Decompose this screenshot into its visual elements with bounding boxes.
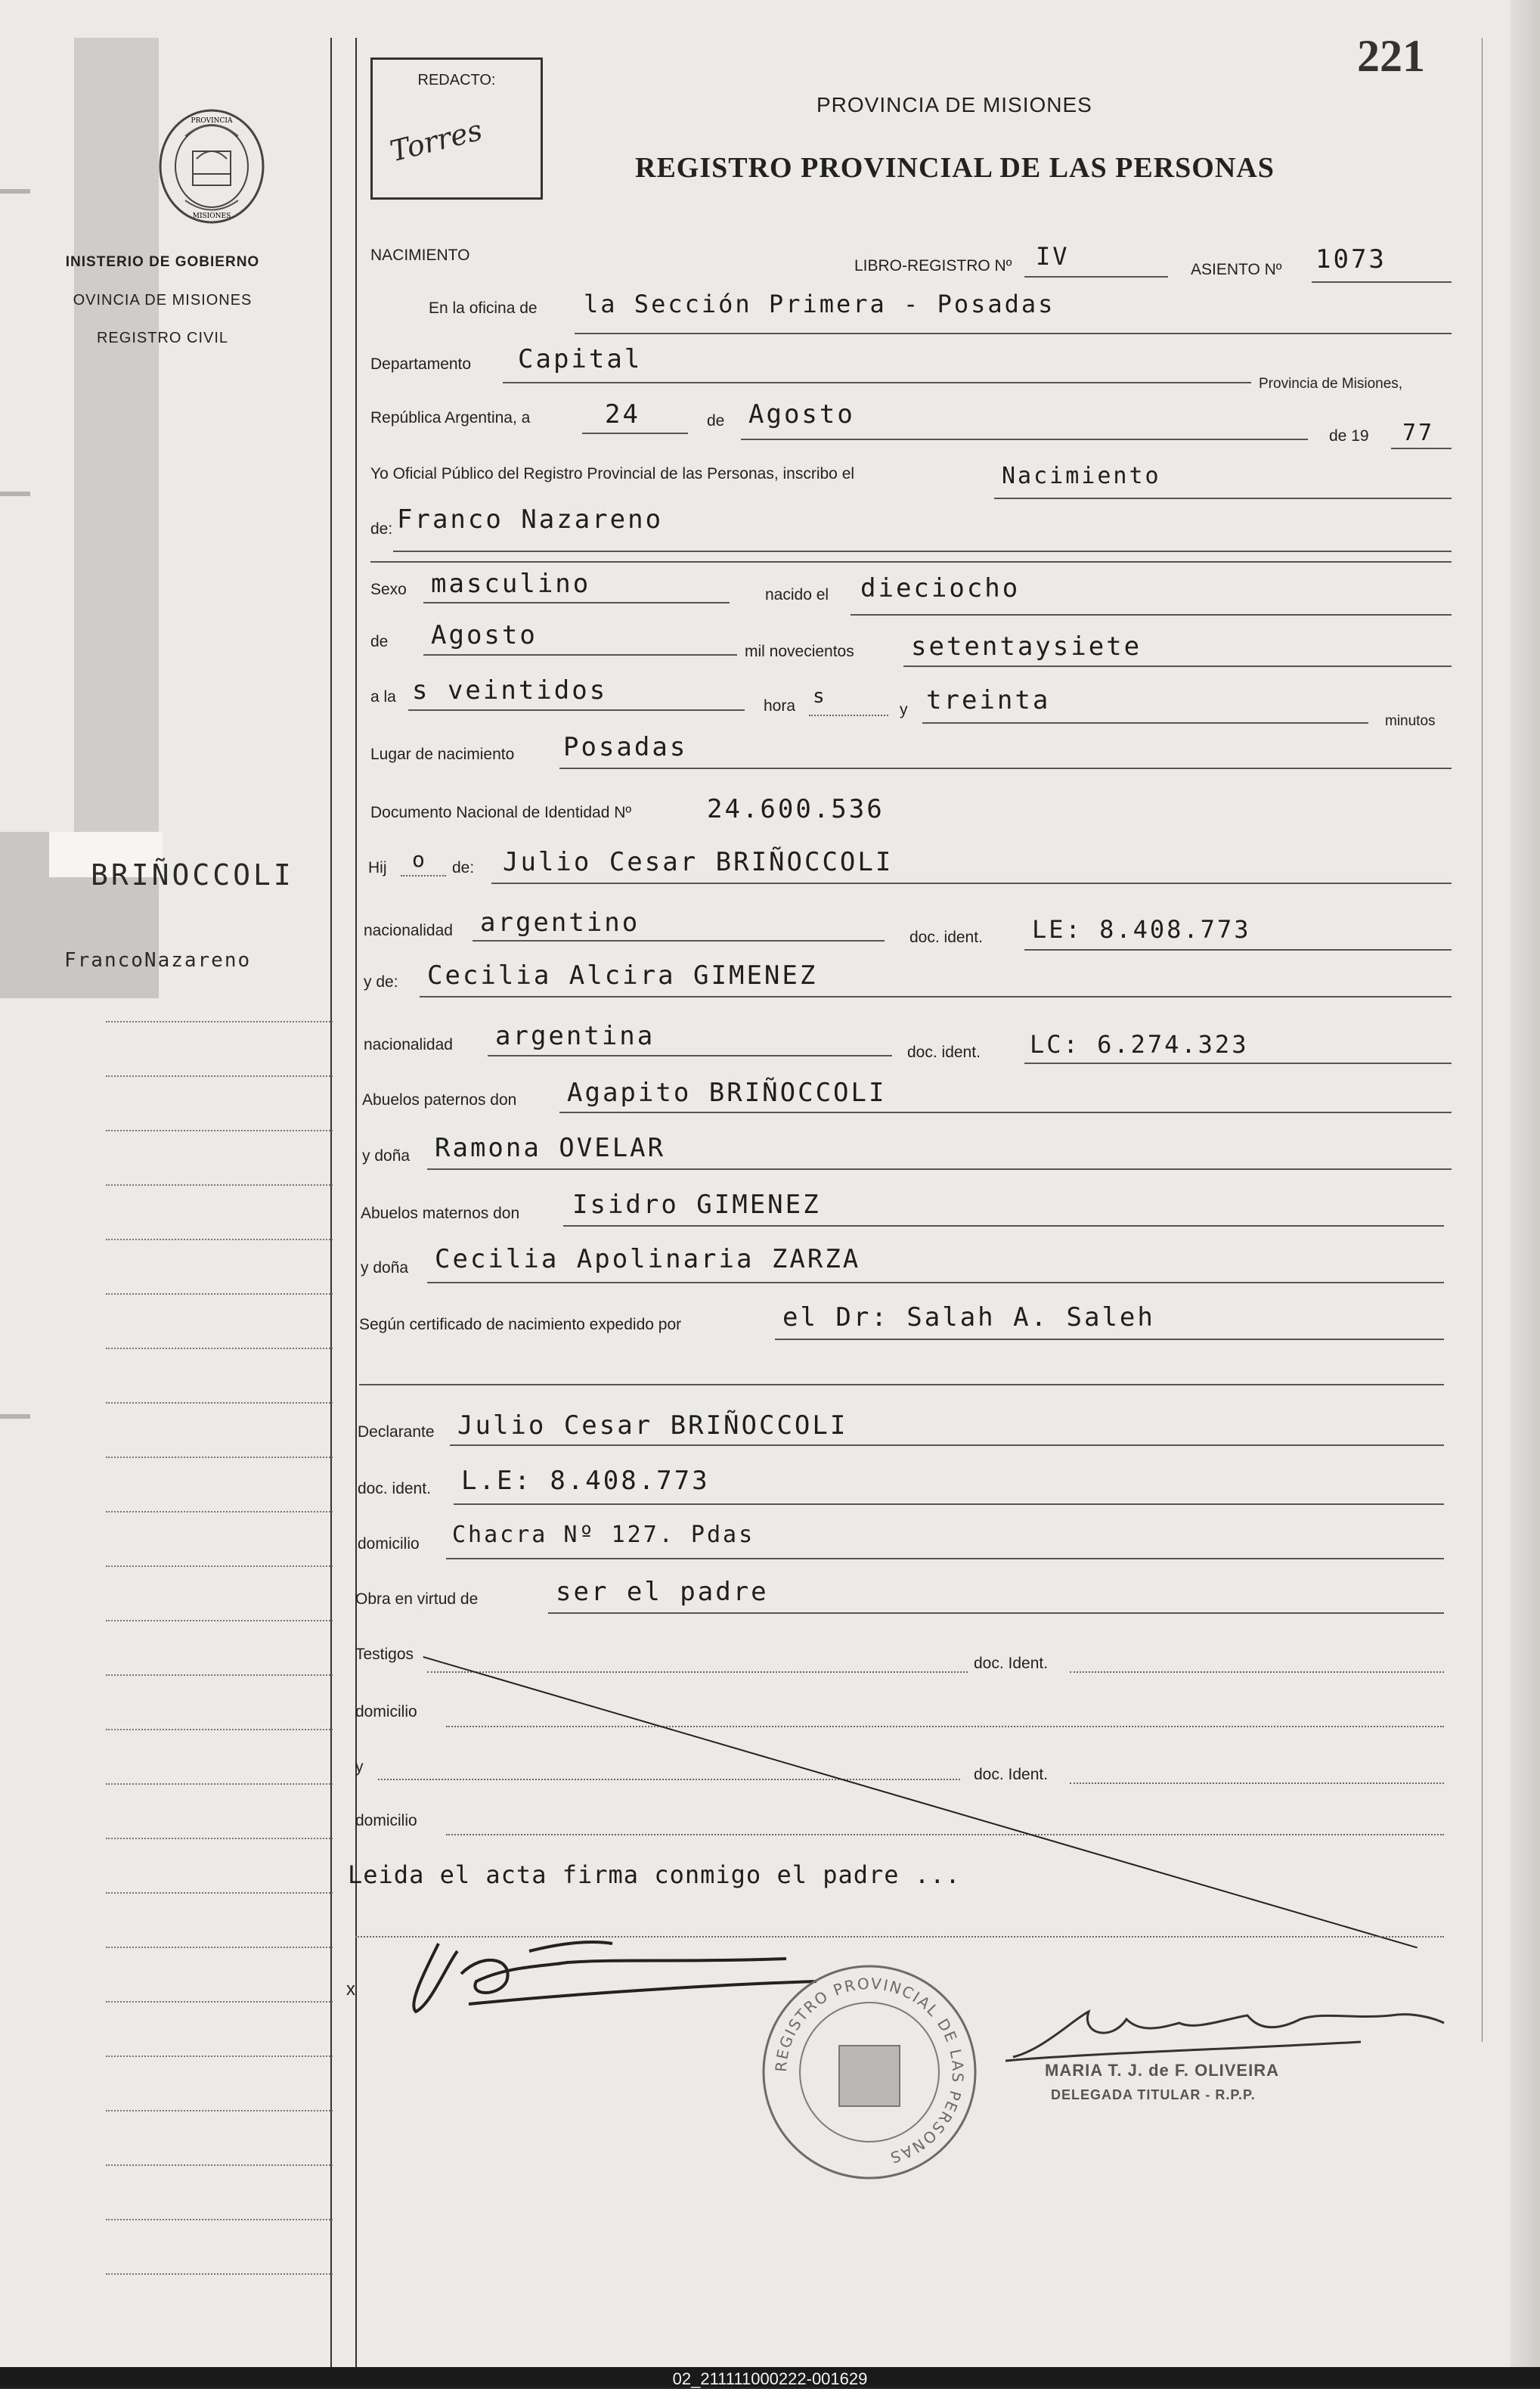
decl-doc-rule — [454, 1503, 1444, 1505]
padre-value: Julio Cesar BRIÑOCCOLI — [503, 847, 894, 877]
mes-value: Agosto — [748, 399, 855, 430]
sexo-label: Sexo — [370, 581, 407, 598]
sexo-rule — [423, 602, 730, 603]
padre-nac-value: argentino — [480, 908, 640, 938]
dia-value: 24 — [605, 399, 640, 430]
closing-statement: Leida el acta firma conmigo el padre ... — [348, 1860, 961, 1889]
padre-nac-label: nacionalidad — [364, 922, 453, 939]
nombre-de-label: de: — [370, 520, 393, 538]
declarante-value: Julio Cesar BRIÑOCCOLI — [457, 1410, 848, 1441]
delegate-role: DELEGADA TITULAR - R.P.P. — [1051, 2087, 1256, 2102]
ab-mat-don-value: Isidro GIMENEZ — [572, 1190, 821, 1220]
oficina-value: la Sección Primera - Posadas — [584, 290, 1055, 318]
hij-rule — [401, 875, 446, 876]
mes-rule — [741, 439, 1308, 440]
madre-doc-rule — [1024, 1063, 1452, 1064]
stub-ruled-line — [106, 1457, 333, 1458]
stub-ruled-line — [106, 1293, 333, 1295]
mil-label: mil novecientos — [745, 643, 854, 660]
margin-rule-outer — [330, 38, 332, 2367]
libro-label: LIBRO-REGISTRO Nº — [854, 257, 1012, 275]
stub-ruled-line — [106, 1838, 333, 1839]
folio-number: 221 — [1357, 31, 1425, 81]
madre-value: Cecilia Alcira GIMENEZ — [427, 960, 818, 991]
de-label: de — [707, 412, 725, 430]
cert-value: el Dr: Salah A. Saleh — [782, 1302, 1155, 1333]
ab-mat-dona-rule — [427, 1282, 1444, 1283]
stub-ruled-line — [106, 2055, 333, 2057]
cert-rule — [775, 1339, 1444, 1340]
sexo-value: masculino — [431, 569, 591, 599]
nombre-rule — [393, 551, 1452, 552]
republica-label: República Argentina, a — [370, 409, 531, 427]
left-margin-strip — [74, 38, 159, 877]
obra-label: Obra en virtud de — [355, 1590, 479, 1608]
stub-ruled-line — [106, 2164, 333, 2166]
madre-nac-rule — [488, 1055, 892, 1056]
hora-suffix-rule — [809, 715, 888, 716]
province-title: PROVINCIA DE MISIONES — [816, 93, 1092, 116]
civil-registry-heading: REGISTRO CIVIL — [96, 330, 229, 346]
ab-mat-dona-label: y doña — [361, 1259, 409, 1277]
stub-ruled-line — [106, 1565, 333, 1567]
hora-value: s veintidos — [412, 675, 608, 706]
testigo2-domicilio-rule — [446, 1834, 1444, 1835]
madre-doc-label: doc. ident. — [907, 1044, 981, 1061]
provincia-label: Provincia de Misiones, — [1259, 376, 1403, 392]
hora-rule — [408, 709, 745, 711]
departamento-value: Capital — [518, 344, 643, 374]
cert-label: Según certificado de nacimiento expedido por — [359, 1316, 682, 1333]
madre-label: y de: — [364, 973, 398, 991]
inscribo-rule — [994, 498, 1452, 499]
binding-mark — [0, 492, 30, 496]
departamento-rule — [503, 382, 1251, 383]
anio-value: 77 — [1402, 420, 1435, 446]
delegate-signature — [998, 1989, 1452, 2072]
padre-doc-value: LE: 8.408.773 — [1032, 915, 1251, 944]
testigo2-domicilio-label: domicilio — [355, 1812, 417, 1829]
testigo2-doc-rule — [1070, 1782, 1444, 1784]
margin-surname: BRIÑOCCOLI — [91, 858, 294, 892]
decl-domicilio-label: domicilio — [358, 1535, 420, 1553]
stub-ruled-line — [106, 1674, 333, 1676]
padre-nac-rule — [473, 940, 885, 942]
nacido-dia-value: dieciocho — [860, 573, 1021, 603]
inscribo-label: Yo Oficial Público del Registro Provincial de las Personas, inscribo el — [370, 465, 855, 482]
nombre-rule-2 — [370, 561, 1452, 563]
dni-label: Documento Nacional de Identidad Nº — [370, 804, 632, 821]
y-label: y — [900, 701, 908, 718]
obra-rule — [548, 1612, 1444, 1614]
stub-ruled-line — [106, 1239, 333, 1240]
nacido-dia-rule — [851, 614, 1452, 616]
cert-rule-2 — [359, 1384, 1444, 1385]
madre-nac-value: argentina — [495, 1021, 655, 1051]
stub-ruled-line — [106, 1783, 333, 1785]
madre-rule — [420, 996, 1452, 997]
ab-pat-dona-label: y doña — [362, 1147, 411, 1165]
hora-label: hora — [764, 697, 796, 715]
minutos-rule — [922, 722, 1368, 724]
decl-doc-value: L.E: 8.408.773 — [461, 1466, 710, 1496]
asiento-value: 1073 — [1315, 244, 1387, 275]
ab-mat-label: Abuelos maternos don — [361, 1205, 520, 1222]
testigo1-doc-label: doc. Ident. — [974, 1655, 1049, 1672]
oficina-rule — [575, 333, 1452, 334]
seal-top-text: PROVINCIA — [191, 117, 233, 125]
ab-pat-don-value: Agapito BRIÑOCCOLI — [567, 1078, 887, 1108]
anio-rule — [1391, 448, 1452, 449]
hora-suffix: s — [813, 685, 827, 708]
registry-title: REGISTRO PROVINCIAL DE LAS PERSONAS — [635, 152, 1275, 184]
anio-label: de 19 — [1329, 427, 1369, 445]
stub-ruled-line — [106, 2219, 333, 2220]
libro-value: IV — [1036, 242, 1070, 271]
official-stamp — [756, 1959, 983, 2186]
stamp-text: REGISTRO PROVINCIAL DE LAS PERSONAS — [771, 1974, 968, 2167]
asiento-rule — [1312, 281, 1452, 283]
obra-value: ser el padre — [556, 1577, 769, 1607]
stub-ruled-line — [106, 1075, 333, 1077]
lugar-rule — [559, 768, 1452, 769]
de2-label: de — [370, 633, 389, 650]
testigo2-rule — [378, 1779, 960, 1780]
ab-pat-dona-rule — [427, 1168, 1452, 1170]
dia-rule — [582, 433, 688, 434]
libro-rule — [1024, 276, 1168, 278]
asiento-label: ASIENTO Nº — [1191, 261, 1282, 278]
stub-ruled-line — [106, 1947, 333, 1948]
declarante-rule — [450, 1444, 1444, 1446]
page-edge — [1510, 0, 1540, 2367]
ab-mat-dona-value: Cecilia Apolinaria ZARZA — [435, 1244, 861, 1274]
padre-doc-rule — [1024, 949, 1452, 951]
right-rule — [1482, 38, 1483, 2042]
ala-label: a la — [370, 688, 396, 706]
testigo1-domicilio-rule — [446, 1726, 1444, 1727]
stub-ruled-line — [106, 1729, 333, 1730]
redacto-label: REDACTO: — [417, 72, 496, 88]
ministry-heading: INISTERIO DE GOBIERNO — [65, 254, 260, 270]
dni-value: 24.600.536 — [707, 794, 885, 824]
nacido-label: nacido el — [765, 586, 829, 603]
padre-de-label: de: — [452, 859, 475, 876]
margin-given-names: FrancoNazareno — [64, 949, 252, 972]
stub-ruled-line — [106, 1511, 333, 1513]
stub-ruled-line — [106, 1184, 333, 1186]
minutos-value: treinta — [926, 685, 1051, 715]
madre-nac-label: nacionalidad — [364, 1036, 453, 1053]
stub-ruled-line — [106, 1130, 333, 1131]
nacido-mes-rule — [423, 654, 737, 656]
decl-doc-label: doc. ident. — [358, 1480, 431, 1497]
decl-domicilio-rule — [446, 1558, 1444, 1559]
stub-ruled-line — [106, 1620, 333, 1621]
province-heading-left: OVINCIA DE MISIONES — [73, 292, 253, 309]
testigo2-y-label: y — [355, 1758, 364, 1776]
lugar-value: Posadas — [563, 732, 688, 762]
padre-doc-label: doc. ident. — [909, 929, 983, 946]
redacto-value: Torres — [386, 113, 486, 169]
stub-ruled-line — [106, 1892, 333, 1894]
coat-of-arms-seal — [155, 106, 268, 227]
stub-ruled-line — [106, 2273, 333, 2275]
testigo1-doc-rule — [1070, 1671, 1444, 1673]
margin-rule-inner — [355, 38, 357, 2367]
testigo2-doc-label: doc. Ident. — [974, 1766, 1049, 1783]
nacido-anio-value: setentaysiete — [911, 631, 1142, 662]
stub-ruled-line — [106, 2110, 333, 2111]
padre-rule — [491, 883, 1452, 884]
testigos-rule — [427, 1671, 968, 1673]
departamento-label: Departamento — [370, 355, 472, 373]
ab-mat-don-rule — [563, 1225, 1444, 1227]
seal-bottom-text: MISIONES — [192, 213, 231, 220]
decl-domicilio-value: Chacra Nº 127. Pdas — [452, 1522, 755, 1548]
hij-suffix: o — [412, 847, 427, 872]
record-type: NACIMIENTO — [370, 247, 470, 264]
delegate-name: MARIA T. J. de F. OLIVEIRA — [1045, 2061, 1279, 2080]
binding-mark — [0, 189, 30, 194]
x-mark: x — [346, 1979, 355, 2000]
ab-pat-don-rule — [559, 1112, 1452, 1113]
stub-ruled-line — [106, 1021, 333, 1022]
binding-mark — [0, 1414, 30, 1419]
nacido-mes-value: Agosto — [431, 620, 538, 650]
inscribo-value: Nacimiento — [1002, 463, 1161, 489]
stub-ruled-line — [106, 2001, 333, 2003]
stub-ruled-line — [106, 1402, 333, 1404]
declarante-label: Declarante — [358, 1423, 435, 1441]
ab-pat-dona-value: Ramona OVELAR — [435, 1133, 666, 1163]
madre-doc-value: LC: 6.274.323 — [1030, 1030, 1249, 1059]
minutos-label: minutos — [1385, 713, 1436, 729]
lugar-label: Lugar de nacimiento — [370, 746, 515, 763]
testigos-label: Testigos — [355, 1646, 414, 1663]
ab-pat-label: Abuelos paternos don — [362, 1091, 517, 1109]
oficina-label: En la oficina de — [429, 299, 538, 317]
nacido-anio-rule — [903, 666, 1452, 667]
redacto-box — [370, 57, 543, 200]
hij-label: Hij — [368, 859, 387, 876]
scan-id: 02_211111000222-001629 — [672, 2369, 868, 2388]
nombre-value: Franco Nazareno — [397, 504, 664, 535]
stub-ruled-line — [106, 1348, 333, 1349]
testigo1-domicilio-label: domicilio — [355, 1703, 417, 1720]
